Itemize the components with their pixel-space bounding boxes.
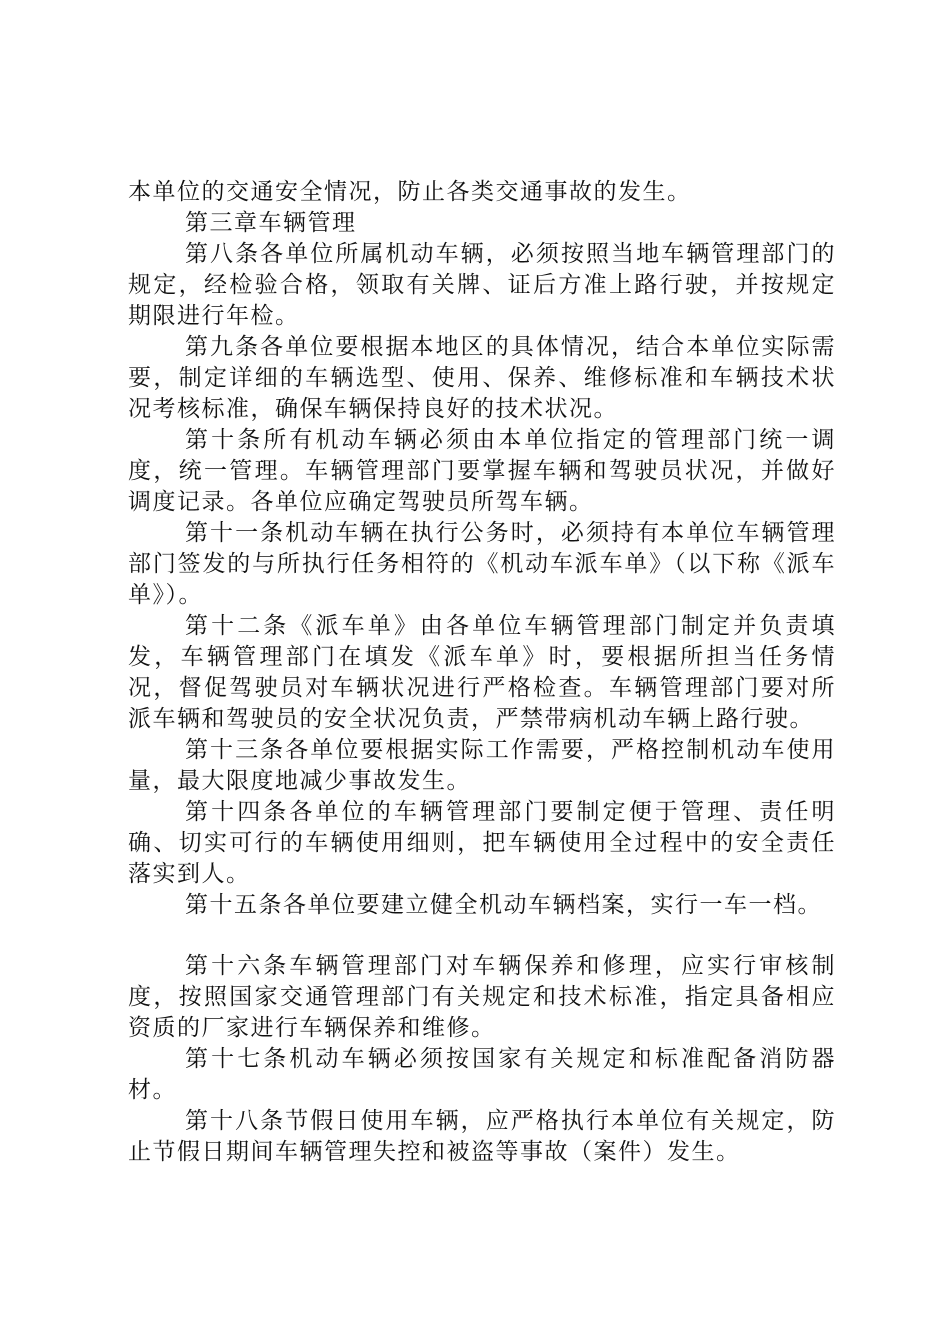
document-body bbox=[128, 177, 836, 1168]
article-10: 第十条所有机动车辆必须由本单位指定的管理部门统一调度，统一管理。车辆管理部门要掌握车辆和驾驶员状况，并做好调度记录。各单位应确定驾驶员所驾车辆。 bbox=[128, 427, 836, 515]
chapter-heading: 第三章车辆管理 bbox=[185, 210, 357, 236]
article-11: 第十一条机动车辆在执行公务时，必须持有本单位车辆管理部门签发的与所执行任务相符的《机动车派车单》（以下称《派车单》）。 bbox=[128, 520, 836, 608]
paragraph-continuation: 本单位的交通安全情况，防止各类交通事故的发生。 bbox=[128, 179, 692, 205]
article-16: 第十六条车辆管理部门对车辆保养和修理，应实行审核制度，按照国家交通管理部门有关规定和技术标准，指定具备相应资质的厂家进行车辆保养和维修。 bbox=[128, 953, 836, 1041]
article-9: 第九条各单位要根据本地区的具体情况，结合本单位实际需要，制定详细的车辆选型、使用、保养、维修标准和车辆技术状况考核标准，确保车辆保持良好的技术状况。 bbox=[128, 334, 836, 422]
article-8: 第八条各单位所属机动车辆，必须按照当地车辆管理部门的规定，经检验合格，领取有关牌、证后方准上路行驶，并按规定期限进行年检。 bbox=[128, 241, 836, 329]
article-15: 第十五条各单位要建立健全机动车辆档案，实行一车一档。 bbox=[185, 892, 822, 918]
article-13: 第十三条各单位要根据实际工作需要，严格控制机动车使用量，最大限度地减少事故发生。 bbox=[128, 737, 836, 794]
article-18: 第十八条节假日使用车辆，应严格执行本单位有关规定，防止节假日期间车辆管理失控和被盗等事故（案件）发生。 bbox=[128, 1108, 836, 1165]
article-12: 第十二条《派车单》由各单位车辆管理部门制定并负责填发，车辆管理部门在填发《派车单》时，要根据所担当任务情况，督促驾驶员对车辆状况进行严格检查。车辆管理部门要对所派车辆和驾驶员的安全状况负责，严禁带病机动车辆上路行驶。 bbox=[128, 613, 836, 732]
article-14: 第十四条各单位的车辆管理部门要制定便于管理、责任明确、切实可行的车辆使用细则，把车辆使用全过程中的安全责任落实到人。 bbox=[128, 799, 836, 887]
article-17: 第十七条机动车辆必须按国家有关规定和标准配备消防器材。 bbox=[128, 1046, 836, 1103]
